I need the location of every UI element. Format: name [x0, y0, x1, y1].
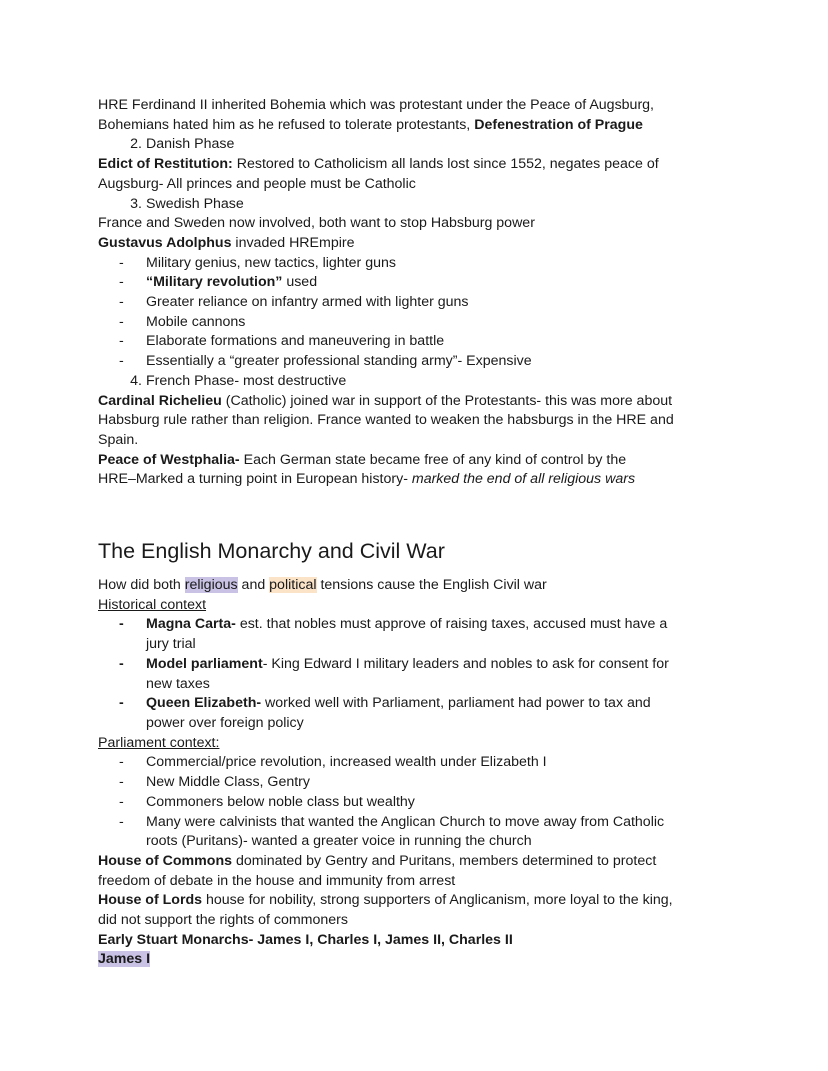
list-item: - Military genius, new tactics, lighter guns: [119, 254, 396, 271]
paragraph-france-sweden: France and Sweden now involved, both want to stop Habsburg power: [98, 215, 535, 232]
list-item-continuation: power over foreign policy: [146, 714, 304, 731]
list-item: - Elaborate formations and maneuvering in battle: [119, 333, 445, 350]
list-item-swedish-phase: 3. Swedish Phase: [130, 195, 244, 212]
list-item: - Greater reliance on infantry armed with lighter guns: [119, 294, 469, 311]
paragraph-ferdinand: HRE Ferdinand II inherited Bohemia which was protestant under the Peace of Augsburg,: [98, 97, 654, 113]
paragraph-richelieu-line3: Spain.: [98, 431, 139, 448]
paragraph-lords: House of Lords house for nobility, strong supporters of Anglicanism, more loyal to the king,: [98, 892, 673, 909]
list-item-french-phase: 4. French Phase- most destructive: [130, 372, 347, 389]
list-item: - Commoners below noble class but wealthy: [119, 793, 415, 810]
gustavus-term: Gustavus Adolphus: [98, 234, 232, 251]
list-item: - Model parliament- King Edward I military leaders and nobles to ask for consent for: [119, 655, 669, 672]
list-item-continuation: new taxes: [146, 675, 210, 692]
paragraph-ferdinand-line2: Bohemians hated him as he refused to tolerate protestants, Defenestration of Prague: [98, 116, 643, 133]
paragraph-james: [98, 950, 708, 970]
subheading-parliament-context: Parliament context:: [98, 734, 220, 751]
list-item: - “Military revolution” used: [119, 274, 318, 291]
list-item: - Essentially a “greater professional standing army”- Expensive: [119, 353, 532, 370]
highlight-political: political: [269, 577, 317, 594]
paragraph-richelieu: Cardinal Richelieu (Catholic) joined war in support of the Protestants- this was more about: [98, 392, 673, 409]
list-item: - Queen Elizabeth- worked well with Parliament, parliament had power to tax and: [119, 695, 651, 712]
list-item-danish-phase: 2. Danish Phase: [130, 136, 235, 153]
paragraph-edict: Edict of Restitution: Restored to Catholicism all lands lost since 1552, negates peace of: [98, 156, 659, 173]
paragraph-gustavus: Gustavus Adolphus invaded HREmpire: [98, 234, 355, 251]
commons-term: House of Commons: [98, 852, 232, 869]
lords-term: House of Lords: [98, 892, 203, 909]
list-item: - Commercial/price revolution, increased wealth under Elizabeth I: [119, 754, 547, 771]
westphalia-term: Peace of Westphalia-: [98, 451, 240, 468]
list-item: - Magna Carta- est. that nobles must approve of raising taxes, accused must have a: [119, 616, 668, 633]
edict-term: Edict of Restitution:: [98, 156, 233, 173]
paragraph-westphalia-line2: HRE–Marked a turning point in European history- marked the end of all religious wars: [98, 471, 636, 488]
paragraph-westphalia: Peace of Westphalia- Each German state became free of any kind of control by the: [98, 451, 627, 468]
paragraph-question: How did both religious and political tensions cause the English Civil war: [98, 577, 547, 594]
paragraph-commons-line2: freedom of debate in the house and immunity from arrest: [98, 872, 456, 889]
paragraph-edict-line2: Augsburg- All princes and people must be Catholic: [98, 175, 416, 192]
list-item: - Mobile cannons: [119, 313, 246, 330]
paragraph-lords-line2: did not support the rights of commoners: [98, 912, 348, 929]
list-item: - Many were calvinists that wanted the Anglican Church to move away from Catholic: [119, 813, 665, 830]
paragraph-richelieu-line2: Habsburg rule rather than religion. France wanted to weaken the habsburgs in the HRE and: [98, 412, 674, 429]
highlight-religious: religious: [184, 577, 238, 594]
document-page: [98, 96, 708, 970]
list-item: - New Middle Class, Gentry: [119, 774, 310, 791]
highlight-james: James I: [98, 951, 151, 968]
section-heading: The English Monarchy and Civil War: [98, 539, 445, 564]
list-item-continuation: roots (Puritans)- wanted a greater voice in running the church: [146, 833, 532, 850]
defenestration-term: Defenestration of Prague: [474, 116, 643, 133]
paragraph-stuart-monarchs: Early Stuart Monarchs- James I, Charles I, James II, Charles II: [98, 931, 513, 948]
subheading-historical-context: Historical context: [98, 596, 207, 613]
richelieu-term: Cardinal Richelieu: [98, 392, 222, 409]
paragraph-commons: House of Commons dominated by Gentry and Puritans, members determined to protect: [98, 852, 657, 869]
list-item-continuation: jury trial: [146, 636, 196, 653]
